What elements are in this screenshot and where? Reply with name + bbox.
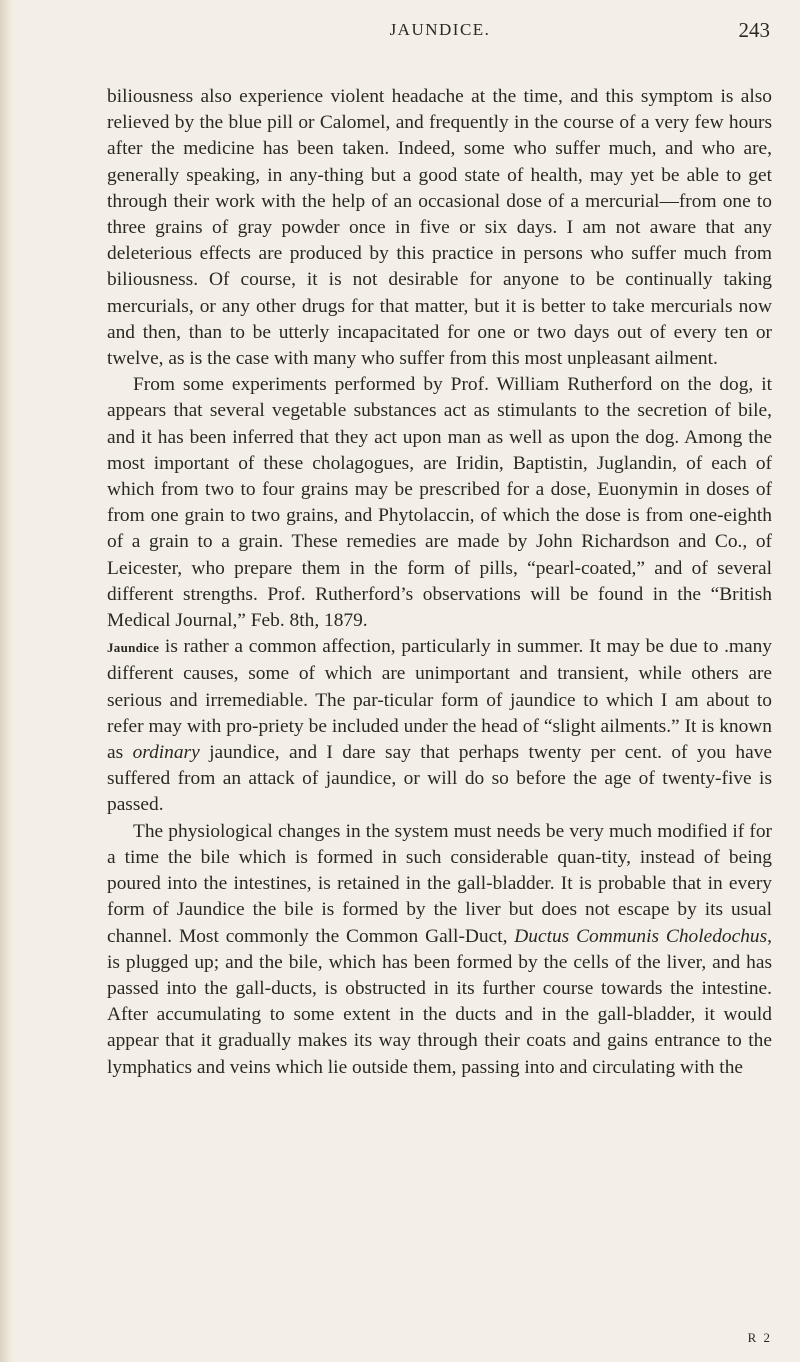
paragraph-4-text-a: The physiological changes in the system must needs be very much modified if for a time the bile which is formed in such considerable quan-tity, instead of being poured into the intestines, is retained in the gall-bladder. It is probable that in every form of Jaundice the bile is formed by the liver but does not escape by its usual channel. Most commonly the Common Gall-Duct, [107,820,772,947]
body-text [107,84,772,1081]
page-header [100,18,780,52]
paragraph-2: From some experiments performed by Prof. William Rutherford on the dog, it appears that several vegetable substances act as stimulants to the secretion of bile, and it has been inferred that they act upon man as well as upon the dog. Among the most important of these cholagogues, are Iridin, Baptistin, Juglandin, of each of which from two to four grains may be prescribed for a dose, Euonymin in doses of from one grain to two grains, and Phytolaccin, of which the dose is from one-eighth of a grain to a grain. These remedies are made by John Richardson and Co., of Leicester, who prepare them in the form of pills, “pearl-coated,” and of several different strengths. Prof. Rutherford’s observations will be found in the “British Medical Journal,” Feb. 8th, 1879. [107,374,772,632]
page-number: 243 [738,18,770,42]
paragraph-3 [107,634,772,818]
signature-mark: R 2 [747,1330,772,1345]
paragraph-3-emphasis: ordinary [132,742,200,764]
paragraph-3-text-b: jaundice, and I dare say that perhaps twenty per cent. of you have suffered from an attack of jaundice, or will do so before the age of twenty-five is passed. [107,742,772,816]
page-edge-shadow [0,0,14,1362]
paragraph-3-text-a: is rather a common affection, particularly in summer. It may be due to .many different causes, some of which are unimportant and transient, while others are serious and irremediable. The par-ticular form of jaundice to which I am about to refer may with pro-priety be included under the head of “slight ailments.” It is known as [107,636,772,764]
paragraph-4-latin-term: Ductus Communis Choledochus [514,925,768,947]
paragraph-1: biliousness also experience violent headache at the time, and this symptom is also relieved by the blue pill or Calomel, and frequently in the course of a very few hours after the medicine has been taken. Indeed, some who suffer much, and who are, generally speaking, in any-thing but a good state of health, may yet be able to get through their work with the help of an occasional dose of a mercurial—from one to three grains of gray powder once in five or six days. I am not aware that any deleterious effects are produced by this practice in persons who suffer much from biliousness. Of course, it is not desirable for anyone to be continually taking mercurials, or any other drugs for that matter, but it is better to take mercurials now and then, than to be utterly incapacitated for one or two days out of every ten or twelve, as is the case with many who suffer from this most unpleasant ailment. [107,86,772,370]
running-title: JAUNDICE. [389,20,491,39]
paragraph-4 [107,819,772,1081]
side-heading-jaundice: Jaundice [107,640,160,656]
paragraph-4-text-b: , is plugged up; and the bile, which has been formed by the cells of the liver, and has passed into the gall-ducts, is obstructed in its further course towards the intestine. After accumulating to some extent in the ducts and in the gall-bladder, it would appear that it gradually makes its way through their coats and gains entrance to the lymphatics and veins which lie outside them, passing into and circulating with the [107,925,772,1078]
